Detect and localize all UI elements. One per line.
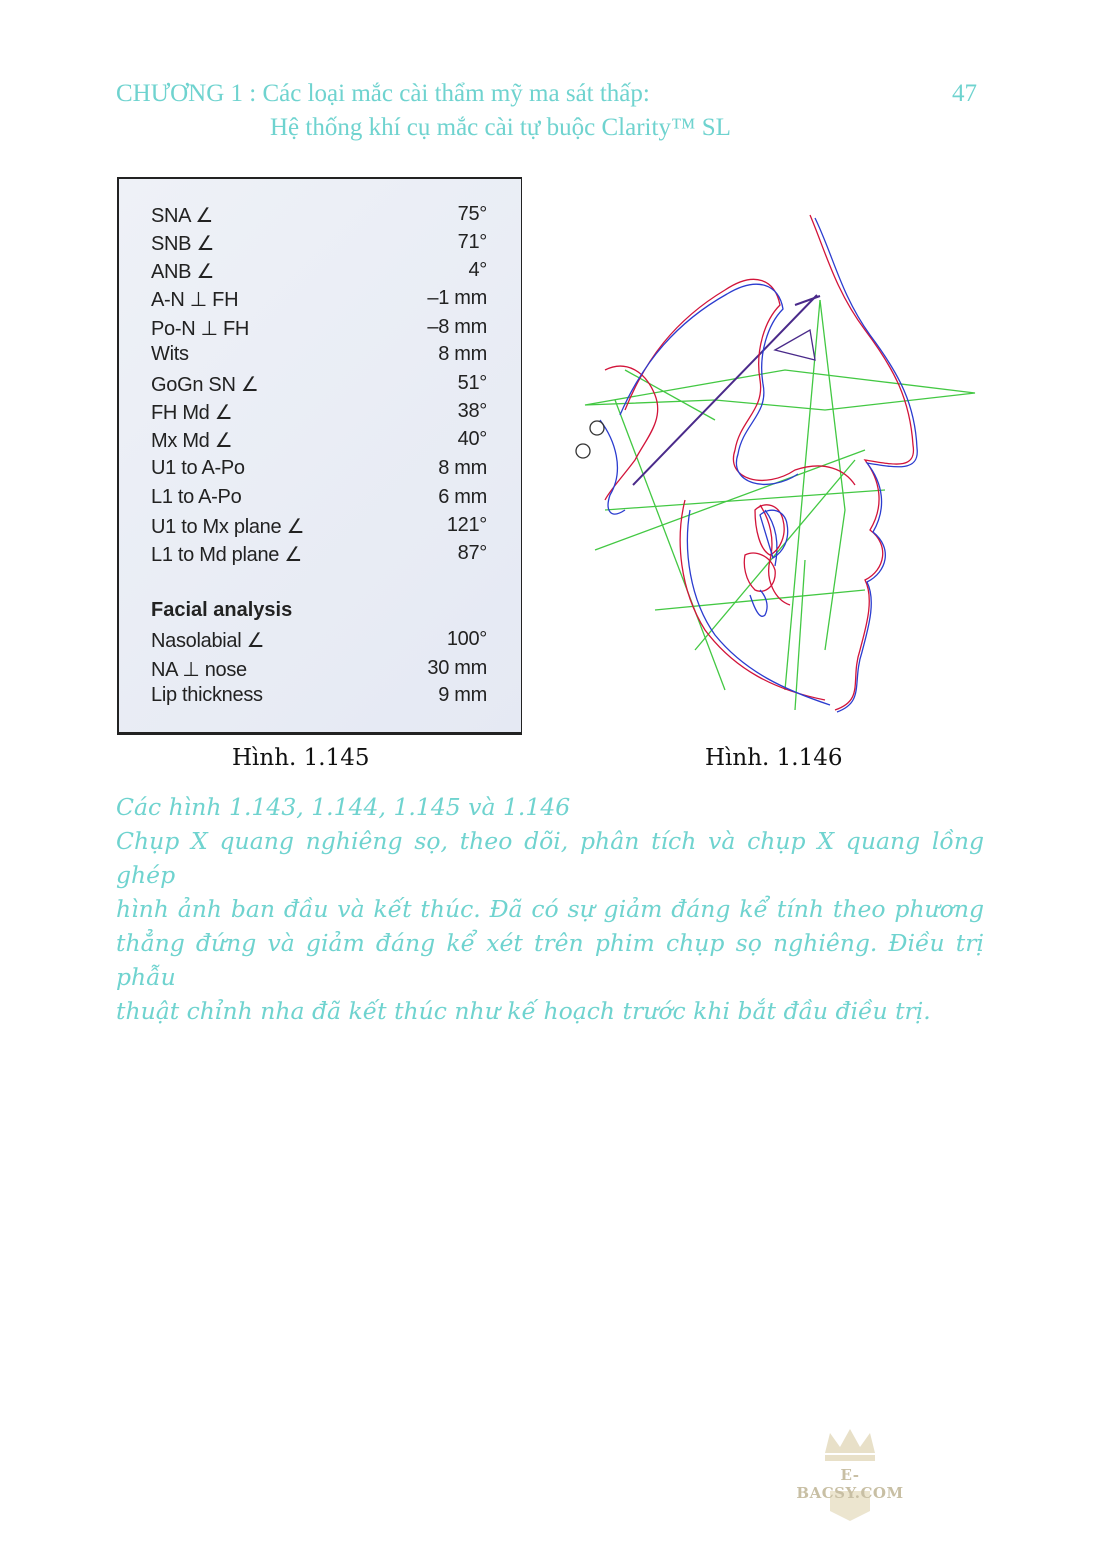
row-value: 30 mm: [427, 657, 487, 679]
row-value: 87°: [457, 542, 487, 564]
row-label: A-N ⊥ FH: [151, 289, 239, 311]
table-row: [151, 657, 487, 685]
row-label: Lip thickness: [151, 684, 263, 706]
row-value: 51°: [457, 372, 487, 394]
row-label: GoGn SN ∠: [151, 374, 259, 396]
row-value: 8 mm: [438, 343, 487, 365]
ear-rod-circle: [576, 444, 590, 458]
table-row: [151, 259, 487, 287]
row-label: Wits: [151, 343, 189, 365]
figure-description: [116, 790, 984, 1028]
row-value: 38°: [457, 400, 487, 422]
figure-description-line: Chụp X quang nghiêng sọ, theo dõi, phân tích và chụp X quang lồng ghép: [116, 827, 984, 889]
cephalometric-tracing: [565, 210, 985, 715]
row-value: –8 mm: [427, 316, 487, 338]
row-value: 6 mm: [438, 486, 487, 508]
row-label: ANB ∠: [151, 261, 215, 283]
row-value: 40°: [457, 428, 487, 450]
row-value: 75°: [457, 203, 487, 225]
table-row: [151, 457, 487, 485]
table-row: [151, 400, 487, 428]
figure-caption-146: Hình. 1.146: [705, 745, 843, 771]
table-row: [151, 287, 487, 315]
profile-trace-blue: [600, 218, 917, 712]
table-row: [151, 628, 487, 656]
table-row: [151, 684, 487, 712]
page-number: 47: [952, 80, 977, 107]
facial-analysis-title: Facial analysis: [151, 599, 293, 621]
row-value: 100°: [446, 628, 487, 650]
table-row: [151, 316, 487, 344]
row-label: U1 to A-Po: [151, 457, 245, 479]
row-value: 9 mm: [438, 684, 487, 706]
ear-rod-circle: [590, 421, 604, 435]
table-row: [151, 231, 487, 259]
analysis-lines: [585, 300, 975, 710]
table-row: [151, 203, 487, 231]
table-row: [151, 486, 487, 514]
row-label: SNB ∠: [151, 233, 215, 255]
row-label: NA ⊥ nose: [151, 659, 247, 681]
row-label: U1 to Mx plane ∠: [151, 516, 305, 538]
header-title-line1: CHƯƠNG 1 : Các loại mắc cài thẩm mỹ ma sát thấp:: [116, 80, 650, 107]
row-label: FH Md ∠: [151, 402, 233, 424]
row-value: 8 mm: [438, 457, 487, 479]
table-row: [151, 514, 487, 542]
row-label: Po-N ⊥ FH: [151, 318, 250, 340]
header-title-line2: Hệ thống khí cụ mắc cài tự buộc Clarity™ SL: [270, 114, 731, 141]
row-value: 121°: [446, 514, 487, 536]
table-row: [151, 372, 487, 400]
table-row: [151, 343, 487, 371]
row-value: –1 mm: [427, 287, 487, 309]
row-value: 71°: [457, 231, 487, 253]
orbit-trace: [775, 330, 815, 360]
table-row: [151, 542, 487, 570]
figure-description-line: thuật chỉnh nha đã kết thúc như kế hoạch trước khi bắt đầu điều trị.: [116, 997, 931, 1025]
row-label: L1 to A-Po: [151, 486, 242, 508]
row-label: Nasolabial ∠: [151, 630, 265, 652]
row-label: Mx Md ∠: [151, 430, 233, 452]
figure-description-line: thẳng đứng và giảm đáng kể xét trên phim chụp sọ nghiêng. Điều trị phẫu: [116, 929, 984, 991]
figure-description-line: hình ảnh ban đầu và kết thúc. Đã có sự giảm đáng kể tính theo phương: [116, 895, 984, 923]
cephalometric-table: [117, 177, 522, 735]
teeth-trace: [744, 505, 784, 592]
figure-caption-145: Hình. 1.145: [232, 745, 370, 771]
row-label: SNA ∠: [151, 205, 214, 227]
row-label: L1 to Md plane ∠: [151, 544, 303, 566]
figure-description-title: Các hình 1.143, 1.144, 1.145 và 1.146: [116, 793, 571, 821]
table-row: [151, 428, 487, 456]
watermark-text: E-BACSY.COM: [796, 1466, 904, 1502]
row-value: 4°: [468, 259, 487, 281]
